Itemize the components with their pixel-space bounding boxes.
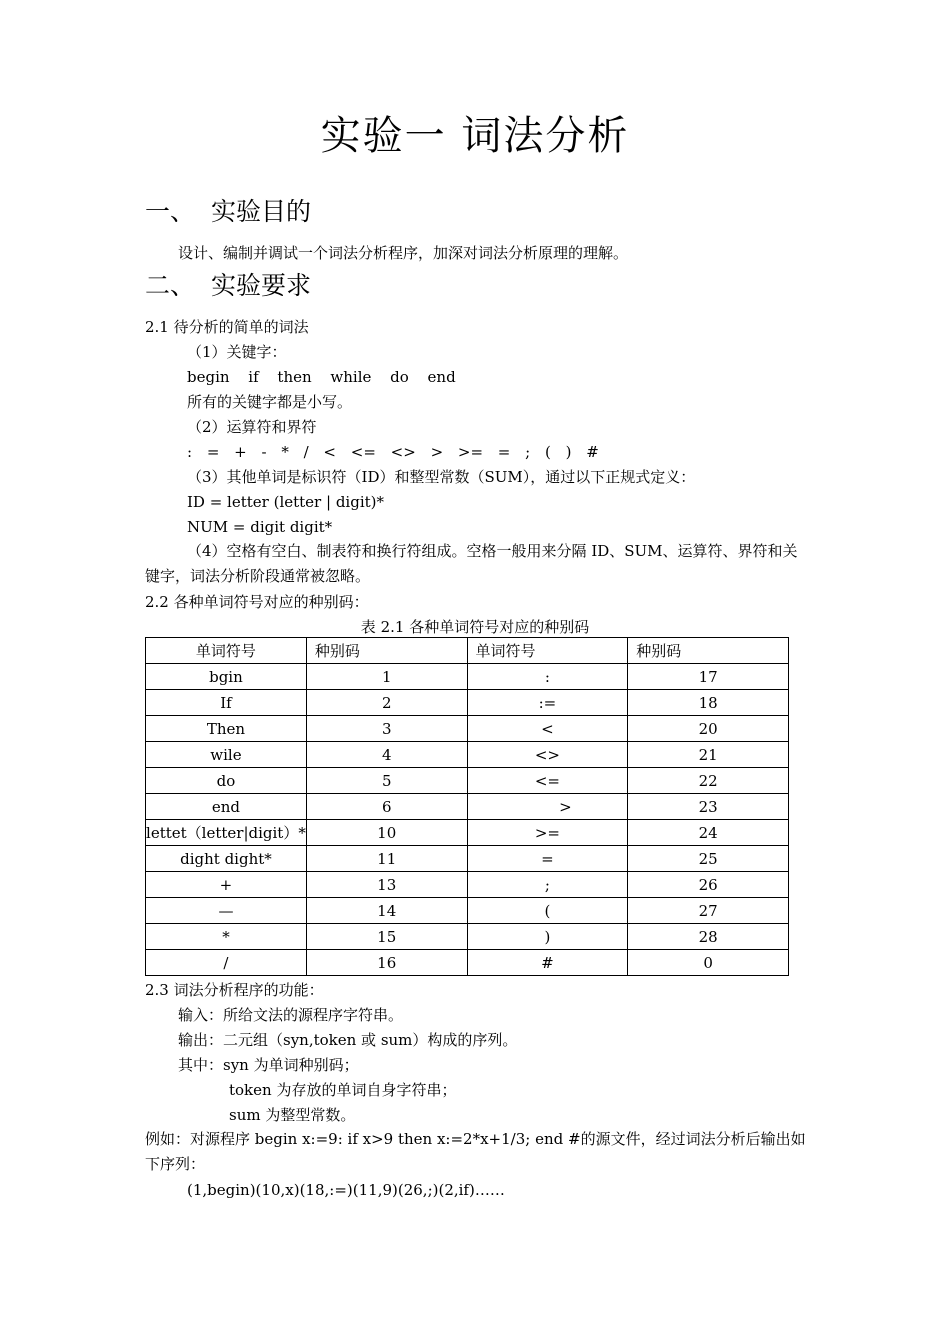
table-cell: 4 [306,742,467,768]
header-cell: 单词符号 [146,638,307,664]
table-cell: 11 [306,846,467,872]
table-row [146,898,789,924]
table-cell: < [467,716,628,742]
keywords-note: 所有的关键字都是小写。 [187,393,353,411]
table-cell: 27 [628,898,789,924]
table-cell: 1 [306,664,467,690]
table-cell: = [467,846,628,872]
table-cell: 26 [628,872,789,898]
table-row [146,664,789,690]
table-row [146,820,789,846]
table-cell: 2 [306,690,467,716]
table-cell: 10 [306,820,467,846]
whitespace-paragraph: （4）空格有空白、制表符和换行符组成。空格一般用来分隔 ID、SUM、运算符、界符和关键字，词法分析阶段通常被忽略。 [145,542,798,585]
example-output-sequence: (1,begin)(10,x)(18,:=)(11,9)(26,;)(2,if)…… [187,1181,505,1199]
table-cell: ( [467,898,628,924]
table-cell: + [146,872,307,898]
table-cell: 22 [628,768,789,794]
section-number: 二、 [145,271,196,300]
table-cell: 16 [306,950,467,976]
output-description: 输出：二元组（syn,token 或 sum）构成的序列。 [178,1031,518,1049]
keywords-list: begin if then while do end [187,368,456,386]
table-cell: 17 [628,664,789,690]
table-row [146,742,789,768]
section-heading-requirements [145,266,311,302]
token-description: token 为存放的单词自身字符串； [229,1081,457,1099]
id-definition: ID = letter (letter | digit)* [187,493,384,511]
table-cell: := [467,690,628,716]
table-cell: 23 [628,794,789,820]
section-title: 实验目的 [211,197,312,226]
token-code-table [145,637,789,976]
table-cell: do [146,768,307,794]
section-title: 实验要求 [211,271,312,300]
table-row [146,794,789,820]
subsection-heading-2-1: 2.1 待分析的简单的词法 [145,318,309,336]
table-cell: 21 [628,742,789,768]
table-cell: # [467,950,628,976]
purpose-paragraph: 设计、编制并调试一个词法分析程序，加深对词法分析原理的理解。 [178,244,629,262]
table-cell: 0 [628,950,789,976]
input-description: 输入：所给文法的源程序字符串。 [178,1006,404,1024]
table-row [146,924,789,950]
table-cell: > [467,794,628,820]
page-title: 实验一 词法分析 [320,113,630,159]
section-number: 一、 [145,197,196,226]
table-cell: 13 [306,872,467,898]
table-cell: <> [467,742,628,768]
operators-list: : = + - * / < <= <> > >= = ; ( ) # [187,443,599,461]
table-cell: end [146,794,307,820]
header-cell: 种别码 [628,638,789,664]
table-row [146,768,789,794]
subsection-heading-2-2: 2.2 各种单词符号对应的种别码： [145,593,369,611]
table-cell: ; [467,872,628,898]
header-cell: 单词符号 [467,638,628,664]
table-cell: 25 [628,846,789,872]
table-cell: 5 [306,768,467,794]
table-cell: dight dight* [146,846,307,872]
example-paragraph: 例如：对源程序 begin x:=9: if x>9 then x:=2*x+1/3; end #的源文件，经过词法分析后输出如下序列： [145,1130,806,1173]
sum-description: sum 为整型常数。 [229,1106,356,1124]
num-definition: NUM = digit digit* [187,518,333,536]
table-cell: 28 [628,924,789,950]
table-cell: 18 [628,690,789,716]
table-cell: — [146,898,307,924]
table-cell: 15 [306,924,467,950]
subsection-heading-2-3: 2.3 词法分析程序的功能： [145,981,324,999]
syn-description: 其中：syn 为单词种别码； [178,1056,359,1074]
table-cell: 3 [306,716,467,742]
table-cell: lettet（letter|digit）* [146,820,307,846]
table-cell: 6 [306,794,467,820]
section-heading-purpose [145,192,311,228]
table-row [146,872,789,898]
header-cell: 种别码 [306,638,467,664]
table-cell: 24 [628,820,789,846]
operators-label: （2）运算符和界符 [187,418,317,436]
table-caption: 表 2.1 各种单词符号对应的种别码 [360,618,590,636]
table-cell: Then [146,716,307,742]
table-row [146,950,789,976]
table-row [146,716,789,742]
other-tokens-label: （3）其他单词是标识符（ID）和整型常数（SUM），通过以下正规式定义： [187,468,696,486]
keywords-label: （1）关键字： [187,343,287,361]
table-cell: wile [146,742,307,768]
table-row [146,846,789,872]
table-row [146,690,789,716]
table-cell: * [146,924,307,950]
table-cell: >= [467,820,628,846]
table-cell: If [146,690,307,716]
table-cell: ) [467,924,628,950]
table-cell: / [146,950,307,976]
table-cell: : [467,664,628,690]
table-header-row [146,638,789,664]
table-cell: <= [467,768,628,794]
table-cell: bgin [146,664,307,690]
table-cell: 14 [306,898,467,924]
table-cell: 20 [628,716,789,742]
